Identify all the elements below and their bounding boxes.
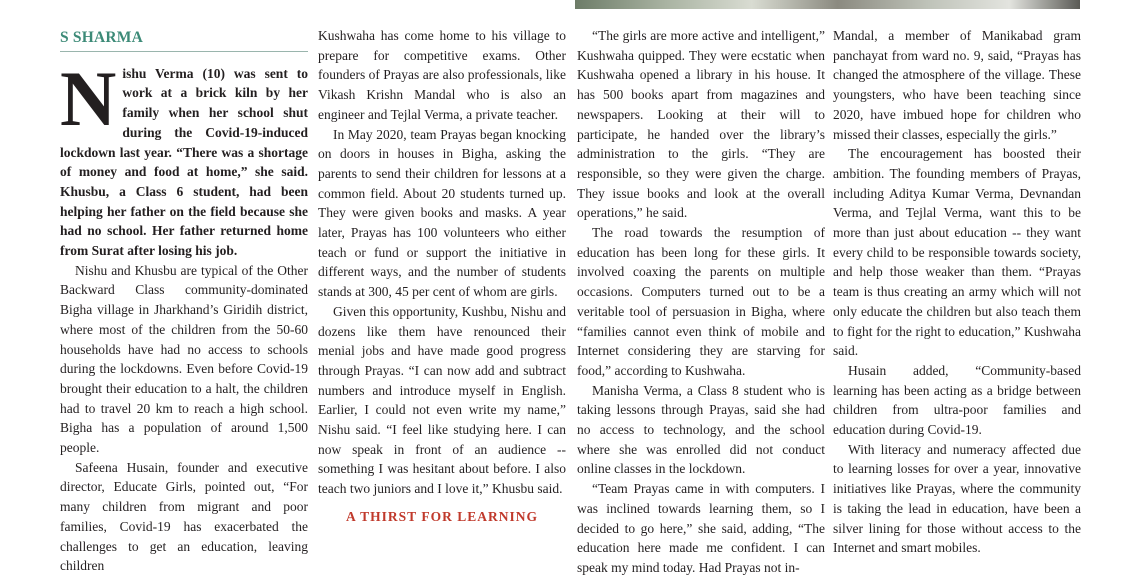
paragraph: Mandal, a member of Manikabad gram panchayat from ward no. 9, said, “Prayas has changed the atmosphere of the village. These youngsters, who have been teaching since 2020, have imbued hope for children who missed their classes, especially the girls.”: [833, 28, 1081, 142]
article-photo-edge: [575, 0, 1080, 9]
column-2: [318, 26, 566, 586]
paragraph: Nishu and Khusbu are typical of the Other Backward Class community-dominated Bigha village in Jharkhand’s Giridih district, where most of the children from the 50-60 households have had no access to schools during the lockdowns. Even before Covid-19 brought their education to a halt, the children had to travel 20 km to reach a high school. Bigha has a population of around 1,500 people.: [60, 262, 308, 456]
column-4: [833, 26, 1081, 586]
subheading: A THIRST FOR LEARNING: [346, 508, 538, 524]
lead-text: ishu Verma (10) was sent to work at a brick kiln by her family when her school shut during the Covid-19-induced lockdown last year. “There was a shortage of money and food at home,” she said. Khusbu, a Class 6 student, had been helping her father on the field because she had no school. Her father returned home from Surat after losing his job.: [60, 65, 308, 259]
paragraph: Husain added, “Community-based learning has been acting as a bridge between children from ultra-poor families and education during Covid-19.: [833, 362, 1081, 438]
paragraph: Given this opportunity, Kushbu, Nishu and dozens like them have renounced their menial jobs and have made good progress through Prayas. “I can now add and subtract numbers and introduce myself in English. Earlier, I could not even write my name,” Nishu said. “I feel like studying here. I can now speak in front of an audience -- something I was hesitant about before. I also teach two juniors and I love it,” Khusbu said.: [318, 303, 566, 497]
paragraph: “Team Prayas came in with computers. I was inclined towards learning them, so I decided to go here,” she said, adding, “The education here made me confident. I can speak my mind today. Had Prayas not in-: [577, 481, 825, 575]
drop-cap: N: [60, 54, 117, 142]
paragraph: In May 2020, team Prayas began knocking on doors in houses in Bigha, asking the parents to send their children for lessons at a common field. About 20 students turned up. They were given books and masks. A year later, Prayas has 100 volunteers who either teach or fund or support the initiative in different ways, and the number of students stands at 300, 45 per cent of whom are girls.: [318, 126, 566, 300]
lead-paragraph: [60, 54, 308, 261]
column-3: [577, 26, 825, 586]
paragraph: Safeena Husain, founder and executive director, Educate Girls, pointed out, “For many children from migrant and poor families, Covid-19 has exacerbated the challenges to get an education, leaving children: [60, 459, 308, 574]
paragraph: Manisha Verma, a Class 8 student who is taking lessons through Prayas, said she had no access to technology, and the school where she was enrolled did not conduct online classes in the lockdown.: [577, 382, 825, 477]
byline: S SHARMA: [60, 26, 308, 52]
paragraph: Kushwaha has come home to his village to prepare for competitive exams. Other founders of Prayas are also professionals, like Vikash Krishn Mandal who is also an engineer and Tejlal Verma, a private teacher.: [318, 28, 566, 122]
paragraph: With literacy and numeracy affected due to learning losses for over a year, innovative initiatives like Prayas, where the community is taking the lead in education, have been a silver lining for those without access to the Internet and smart mobiles.: [833, 441, 1081, 556]
paragraph: The road towards the resumption of education has been long for these girls. It involved coaxing the parents on multiple occasions. Computers turned out to be a veritable tool of persuasion in Bigha, where “families cannot even think of mobile and Internet considering they are starving for food,” according to Kushwaha.: [577, 225, 825, 378]
paragraph: “The girls are more active and intelligent,” Kushwaha quipped. They were ecstatic when Kushwaha opened a library in his house. It has 500 books apart from magazines and newspapers. Looking at their will to participate, he handed over the library’s administration to the girls. “They are responsible, so they were given the charge. They issue books and look at the overall operations,” he said.: [577, 28, 825, 221]
column-1: [60, 26, 308, 586]
paragraph: The encouragement has boosted their ambition. The founding members of Prayas, including Aditya Kumar Verma, Devnandan Verma, and Tejlal Verma, want this to be more than just about education -- they want every child to be responsible towards society, and help those weaker than them. “Prayas team is thus creating an army which will not only educate the children but also teach them to fight for the right to education,” Kushwaha said.: [833, 146, 1081, 359]
